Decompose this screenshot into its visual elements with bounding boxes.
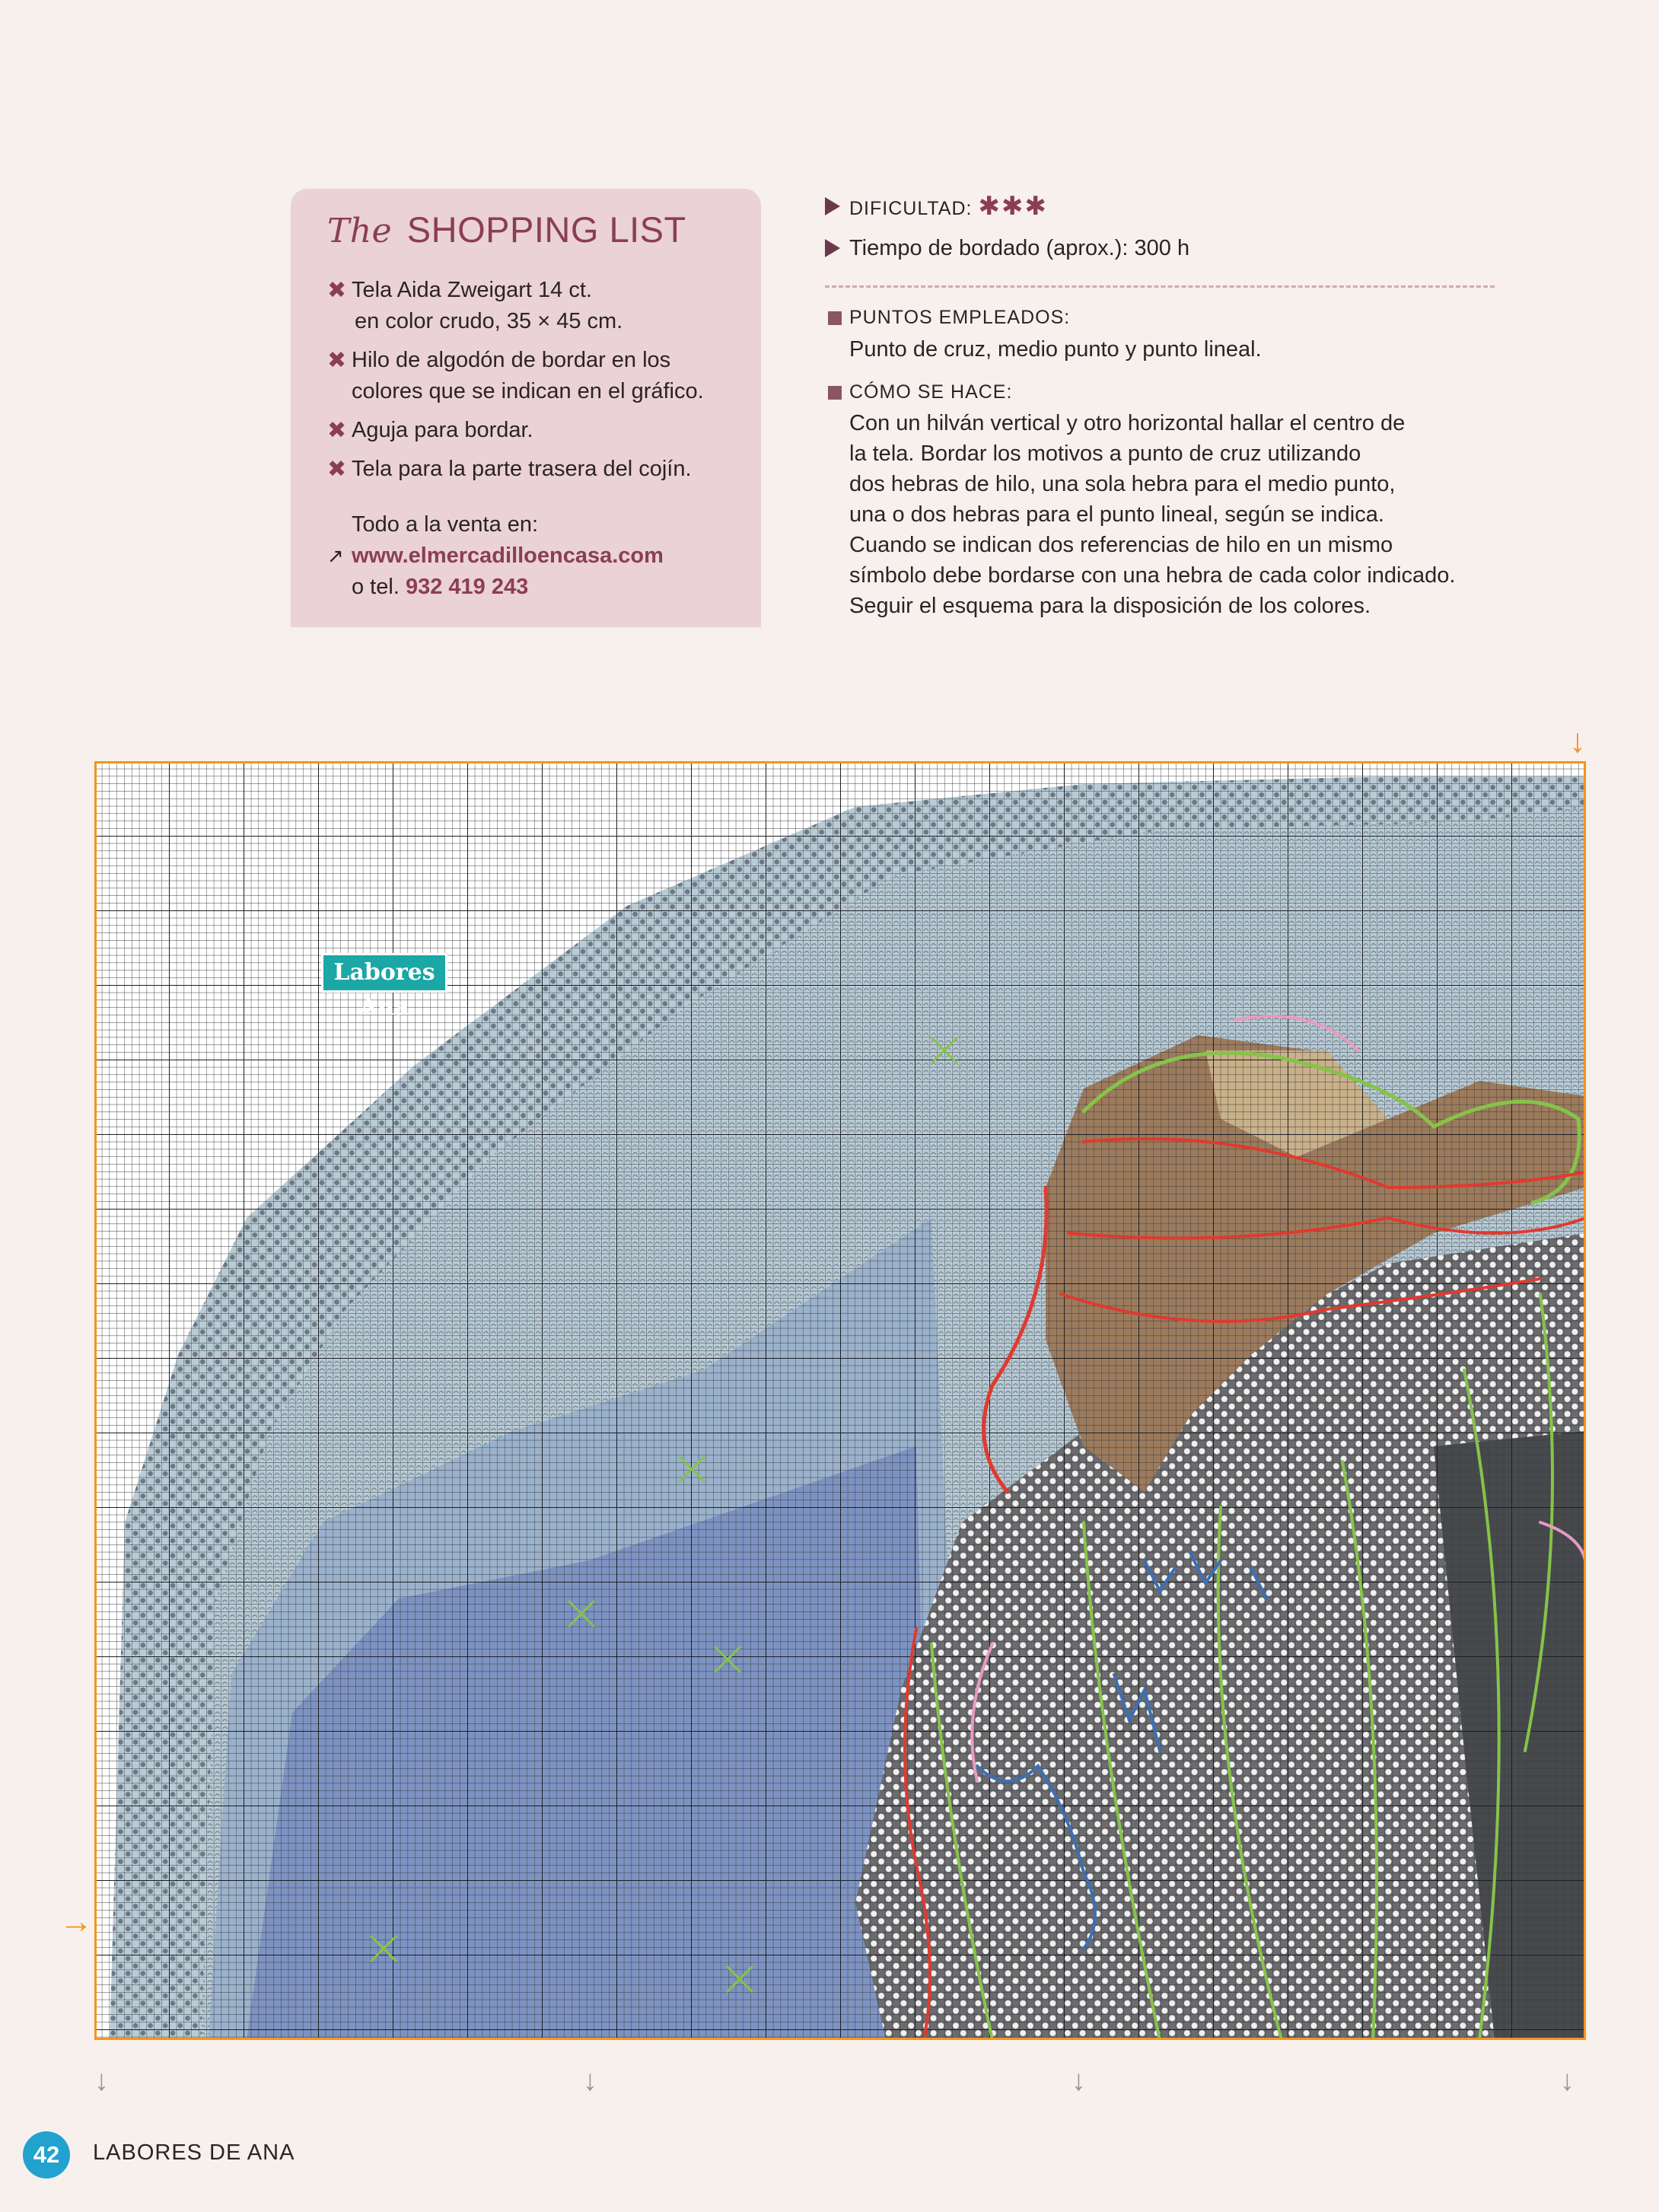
shopping-item: ✖ Aguja para bordar. — [327, 415, 761, 446]
down-arrow-icon: ↓ — [1560, 2065, 1575, 2097]
cross-bullet-icon: ✖ — [327, 418, 347, 443]
shopping-item: ✖ Tela para la parte trasera del cojín. — [327, 454, 761, 485]
page-number: 42 — [23, 2131, 70, 2179]
difficulty-row: DIFICULTAD: ✱✱✱ — [825, 190, 1510, 225]
magazine-name: LABORES DE ANA — [93, 2140, 295, 2165]
shopping-list-title: The SHOPPING LIST — [327, 209, 686, 250]
center-column-marker-icon: ↓ — [1569, 722, 1586, 760]
shop-website-link[interactable]: www.elmercadilloencasa.com — [352, 543, 664, 568]
cross-bullet-icon: ✖ — [327, 457, 347, 482]
stitches-section: PUNTOS EMPLEADOS: Punto de cruz, medio punto y punto lineal. — [825, 301, 1510, 365]
square-bullet-icon — [828, 311, 842, 325]
triangle-bullet-icon — [825, 197, 840, 215]
down-arrow-icon: ↓ — [94, 2065, 109, 2097]
link-arrow-icon: ↗ — [327, 544, 344, 567]
down-arrow-icon: ↓ — [583, 2065, 597, 2097]
shopping-item: ✖ Tela Aida Zweigart 14 ct. en color crudo, 35 × 45 cm. — [327, 275, 761, 337]
triangle-bullet-icon — [825, 239, 840, 257]
dashed-divider — [825, 285, 1495, 288]
shopping-items — [327, 275, 761, 485]
square-bullet-icon — [828, 386, 842, 400]
shopping-item: ✖ Hilo de algodón de bordar en los colores que se indican en el gráfico. — [327, 345, 761, 407]
pattern-info — [825, 190, 1510, 621]
sale-info: ↗ Todo a la venta en: www.elmercadilloencasa.com o tel. 932 419 243 — [327, 512, 664, 599]
cross-stitch-chart — [94, 761, 1586, 2040]
chart-grid — [94, 761, 1586, 2040]
down-arrow-icon: ↓ — [1072, 2065, 1086, 2097]
cross-bullet-icon: ✖ — [327, 348, 347, 373]
shop-phone[interactable]: 932 419 243 — [405, 575, 529, 599]
center-row-marker-icon: → — [59, 1903, 93, 1940]
howto-section: CÓMO SE HACE: Con un hilván vertical y otro horizontal hallar el centro de la tela. Bordar los motivos a punto de cruz utilizando dos hebras de hilo, una sola hebra para el medio punto, una o dos hebras para el punto lineal, según se indica. Cuando se indican dos referencias de hilo en un mismo símbolo debe bordarse con una hebra de cada color indicado. Seguir el esquema para la disposición de los colores. — [825, 376, 1510, 621]
difficulty-stars: ✱✱✱ — [978, 192, 1048, 221]
cross-bullet-icon: ✖ — [327, 278, 347, 303]
time-row: Tiempo de bordado (aprox.): 300 h — [825, 232, 1510, 264]
coarse-grid — [94, 761, 1586, 2040]
shopping-list-box — [291, 189, 761, 627]
labores-ana-logo: Labores Ana — [321, 953, 447, 993]
